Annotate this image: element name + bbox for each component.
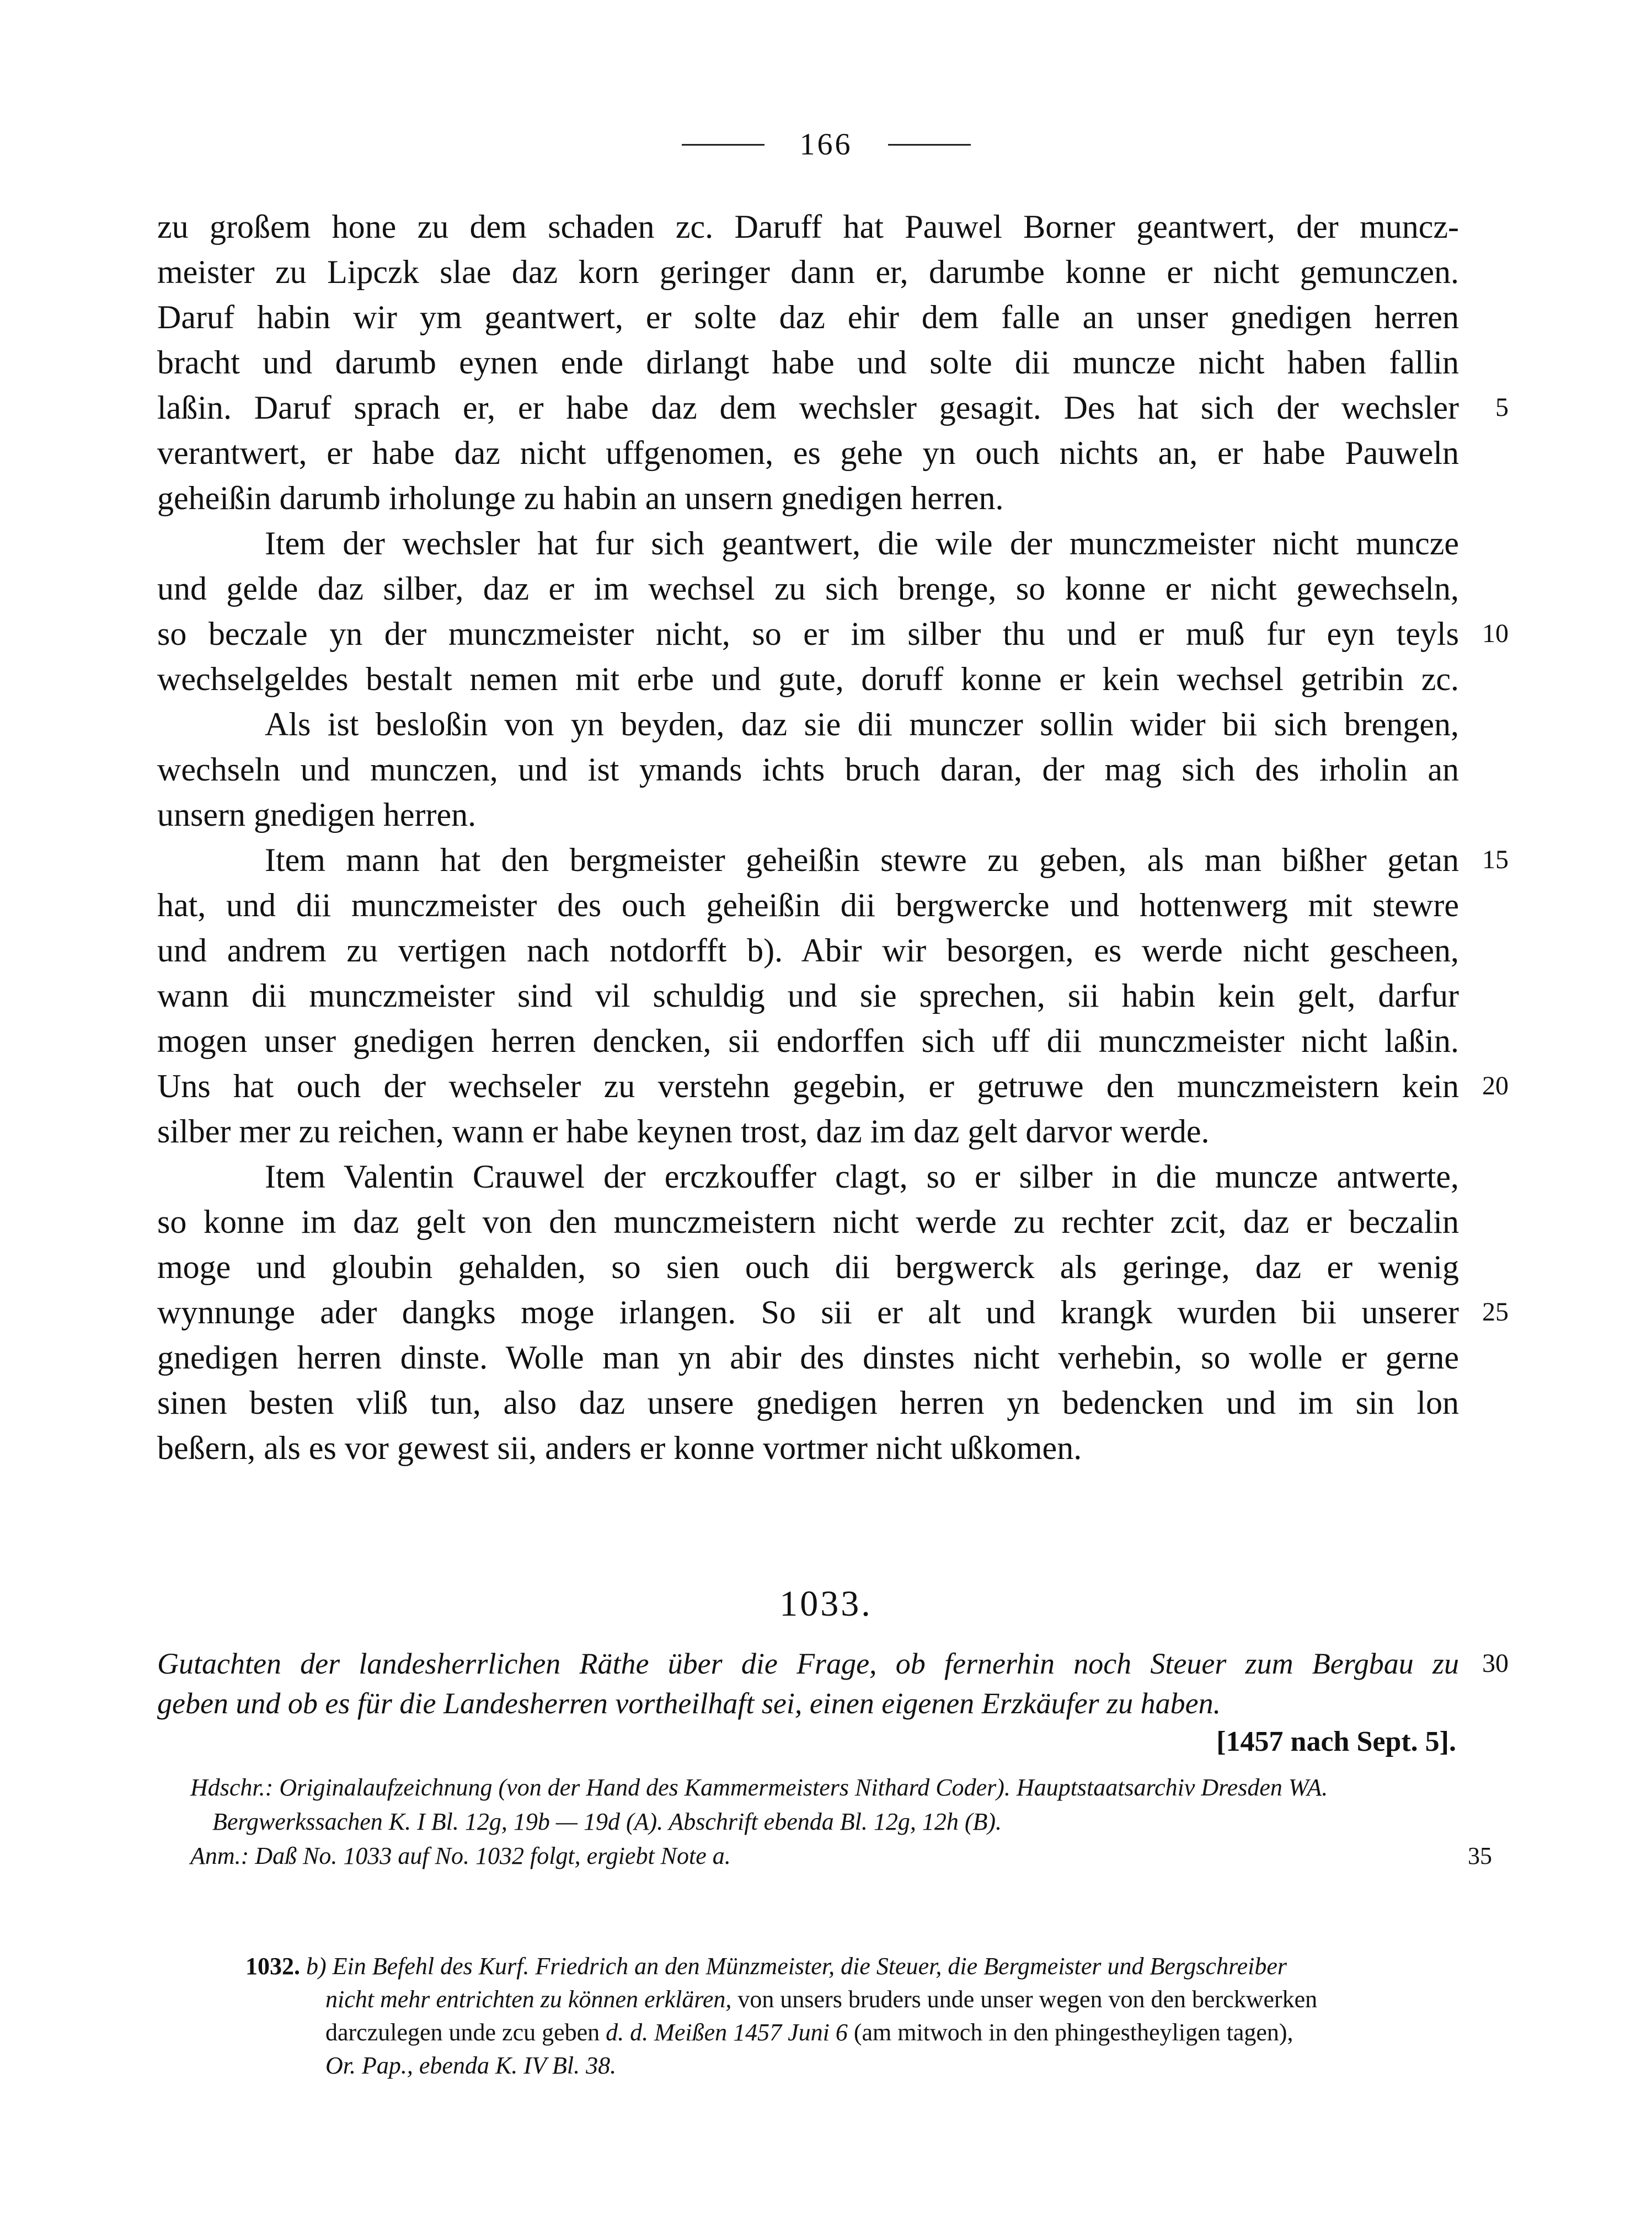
text-line — [157, 249, 1459, 295]
text-line — [157, 973, 1459, 1018]
text-line — [157, 385, 1509, 430]
text-line-content: Item mann hat den bergmeister geheißin stewre zu geben, als man bißher getan — [265, 842, 1459, 878]
footnote-segment: b) Ein Befehl des Kurf. Friedrich an den Münzmeister, die Steuer, die Bergmeister und Bergschreiber — [306, 1953, 1287, 1980]
text-line-content: und andrem zu vertigen nach notdorfft b). Abir wir besorgen, es werde nicht gescheen, — [157, 932, 1459, 969]
text-line-content: verantwert, er habe daz nicht uffgenomen, es gehe yn ouch nichts an, er habe Pauweln — [157, 435, 1459, 471]
document-number: 1033. — [779, 1584, 873, 1624]
text-line — [157, 1154, 1459, 1199]
line-number: 5 — [1495, 393, 1509, 422]
document-title — [157, 1644, 1509, 1723]
text-line — [157, 430, 1459, 475]
text-line — [157, 928, 1459, 973]
text-line-content: wann dii munczmeister sind vil schuldig und sie sprechen, sii habin kein gelt, darfur — [157, 977, 1459, 1014]
source-line — [190, 1805, 1459, 1839]
header-rule-right — [888, 144, 971, 146]
footnote-segment: nicht mehr entrichten zu können erklären, — [325, 1986, 732, 2013]
text-line-content: Uns hat ouch der wechseler zu verstehn gegebin, er getruwe den munczmeistern kein — [157, 1068, 1459, 1104]
title-line-content: geben und ob es für die Landesherren vortheilhaft sei, einen eigenen Erzkäufer zu haben. — [157, 1687, 1221, 1720]
text-line-content: sinen besten vliß tun, also daz unsere gnedigen herren yn bedencken und im sin lon — [157, 1385, 1459, 1421]
text-line-content: geheißin darumb irholunge zu habin an unsern gnedigen herren. — [157, 480, 1004, 516]
text-line — [157, 340, 1459, 385]
text-line-content: gnedigen herren dinste. Wolle man yn abir des dinstes nicht verhebin, so wolle er gerne — [157, 1339, 1459, 1376]
source-line-content: Hdschr.: Originalaufzeichnung (von der Hand des Kammermeisters Nithard Coder). Hauptstaatsarchiv Dresden WA. — [190, 1774, 1328, 1801]
text-line — [157, 1199, 1459, 1244]
footnote-line — [245, 1983, 1431, 2016]
title-line — [157, 1683, 1459, 1723]
text-line — [157, 1335, 1459, 1380]
footnote-segment: von unsers bruders unde unser wegen von den berckwerken — [731, 1986, 1318, 2013]
text-line — [157, 611, 1509, 656]
source-line — [190, 1839, 1492, 1873]
text-line-content: unsern gnedigen herren. — [157, 797, 477, 833]
line-number: 25 — [1482, 1297, 1509, 1327]
text-line — [157, 1244, 1459, 1290]
footnote-segment: (am mitwoch in den phingestheyligen tagen), — [847, 2019, 1293, 2046]
source-notes — [190, 1771, 1492, 1873]
text-line — [157, 747, 1459, 792]
text-line — [157, 1063, 1509, 1109]
text-line-content: und gelde daz silber, daz er im wechsel zu sich brenge, so konne er nicht gewechseln, — [157, 570, 1459, 607]
source-line-content: Anm.: Daß No. 1033 auf No. 1032 folgt, ergiebt Note a. — [190, 1842, 731, 1869]
text-line-content: wechselgeldes bestalt nemen mit erbe und gute, doruff konne er kein wechsel getribin zc. — [157, 661, 1459, 697]
text-line — [157, 521, 1459, 566]
text-line — [157, 475, 1459, 521]
source-line-content: Bergwerkssachen K. I Bl. 12g, 19b — 19d (A). Abschrift ebenda Bl. 12g, 12h (B). — [212, 1808, 1002, 1835]
footnote-line — [245, 2016, 1431, 2049]
text-line-content: mogen unser gnedigen herren dencken, sii endorffen sich uff dii munczmeister nicht laßin. — [157, 1023, 1459, 1059]
page-number: 166 — [799, 127, 853, 162]
footnote-segment: Or. Pap., ebenda K. IV Bl. 38. — [325, 2052, 617, 2079]
document-date: [1457 nach Sept. 5]. — [1216, 1726, 1456, 1757]
text-line-content: Als ist besloßin von yn beyden, daz sie dii munczer sollin wider bii sich brengen, — [265, 706, 1459, 742]
text-line — [157, 1018, 1459, 1063]
text-line-content: zu großem hone zu dem schaden zc. Daruff hat Pauwel Borner geantwert, der muncz- — [157, 209, 1459, 245]
text-line — [157, 1109, 1459, 1154]
main-text — [157, 204, 1509, 1471]
line-number: 30 — [1482, 1649, 1509, 1678]
text-line — [157, 204, 1459, 249]
footnote-reference: 1032. — [245, 1953, 300, 1980]
title-line — [157, 1644, 1509, 1683]
text-line — [157, 566, 1459, 611]
footnote — [245, 1950, 1431, 2082]
header-rule-left — [682, 144, 764, 146]
text-line-content: so beczale yn der munczmeister nicht, so er im silber thu und er muß fur eyn teyls — [157, 616, 1459, 652]
text-line — [157, 1425, 1459, 1471]
footnote-line — [245, 2049, 1431, 2082]
text-line — [157, 883, 1459, 928]
line-number: 20 — [1482, 1071, 1509, 1100]
text-line-content: so konne im daz gelt von den munczmeistern nicht werde zu rechter zcit, daz er beczalin — [157, 1204, 1459, 1240]
text-line-content: Item der wechsler hat fur sich geantwert, die wile der munczmeister nicht muncze — [265, 525, 1459, 562]
text-line-content: meister zu Lipczk slae daz korn geringer dann er, darumbe konne er nicht gemunczen. — [157, 254, 1459, 290]
text-line — [157, 295, 1459, 340]
text-line — [157, 837, 1509, 883]
text-line-content: hat, und dii munczmeister des ouch geheißin dii bergwercke und hottenwerg mit stewre — [157, 887, 1459, 923]
text-line-content: Daruf habin wir ym geantwert, er solte daz ehir dem falle an unser gnedigen herren — [157, 299, 1459, 335]
text-line-content: bracht und darumb eynen ende dirlangt habe und solte dii muncze nicht haben fallin — [157, 344, 1459, 381]
text-line — [157, 792, 1459, 837]
text-line — [157, 1290, 1509, 1335]
line-number: 10 — [1482, 619, 1509, 648]
text-line-content: Item Valentin Crauwel der erczkouffer clagt, so er silber in die muncze antwerte, — [265, 1158, 1459, 1195]
text-line-content: beßern, als es vor gewest sii, anders er konne vortmer nicht ußkomen. — [157, 1430, 1082, 1466]
footnote-segment: darczulegen unde zcu geben — [325, 2019, 606, 2046]
text-line-content: laßin. Daruf sprach er, er habe daz dem wechsler gesagit. Des hat sich der wechsler — [157, 389, 1459, 426]
text-line — [157, 656, 1459, 702]
footnote-segment: d. d. Meißen 1457 Juni 6 — [606, 2019, 848, 2046]
text-line — [157, 702, 1459, 747]
text-line-content: silber mer zu reichen, wann er habe keynen trost, daz im daz gelt darvor werde. — [157, 1113, 1210, 1150]
source-line — [190, 1771, 1459, 1805]
title-line-content: Gutachten der landesherrlichen Räthe über die Frage, ob fernerhin noch Steuer zum Bergbau zu — [157, 1647, 1459, 1680]
text-line — [157, 1380, 1459, 1425]
text-line-content: wechseln und munczen, und ist ymands ichts bruch daran, der mag sich des irholin an — [157, 751, 1459, 788]
page-header — [0, 127, 1652, 162]
text-line-content: moge und gloubin gehalden, so sien ouch dii bergwerck als geringe, daz er wenig — [157, 1249, 1459, 1285]
line-number: 15 — [1482, 845, 1509, 874]
line-number: 35 — [1468, 1842, 1492, 1869]
text-line-content: wynnunge ader dangks moge irlangen. So sii er alt und krangk wurden bii unserer — [157, 1294, 1459, 1330]
footnote-line — [245, 1950, 1431, 1983]
